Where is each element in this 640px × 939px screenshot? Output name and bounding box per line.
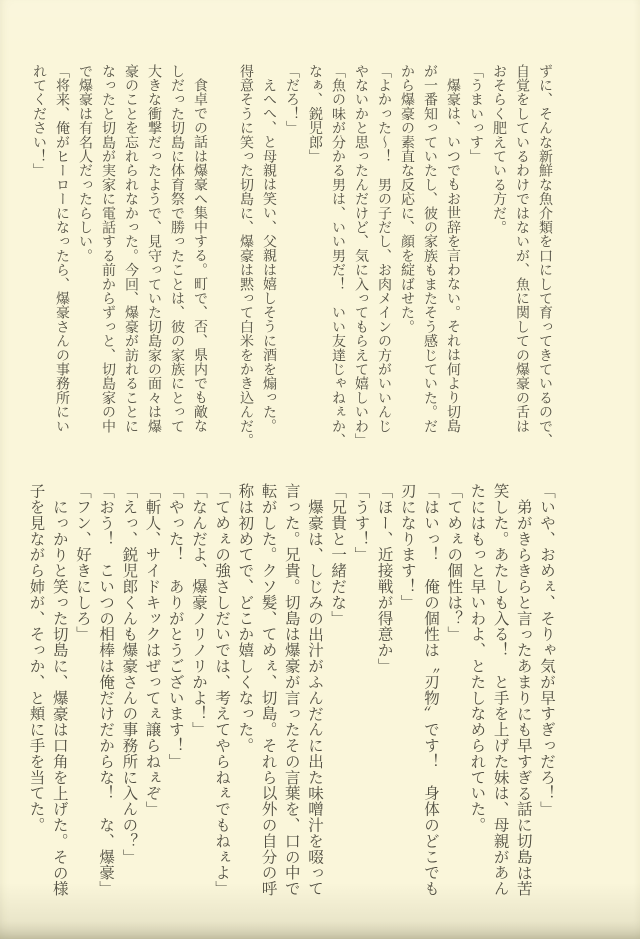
vertical-text-line: 称は初めてで、どこか嬉しくなった。 <box>236 483 255 754</box>
vertical-text-line: 「だろ！」 <box>284 64 300 135</box>
vertical-text-line: 子を見ながら姉が、そっか、と頬に手を当てた。 <box>27 483 46 833</box>
text-block-bottom <box>24 483 558 901</box>
vertical-text-line: 「おう！ こいつの相棒は俺だけだからな！ な、爆豪」 <box>97 483 116 897</box>
vertical-text-line: 爆豪は、しじみの出汁がふんだんに出た味噌汁を啜って <box>305 498 324 896</box>
vertical-text-line: やないかと思ったんだけど、気に入ってもらえて嬉しいわ」 <box>353 64 369 448</box>
vertical-text-line: 大きな衝撃だったようで、見守っていた切島家の面々は爆 <box>146 64 162 434</box>
vertical-text-line: 爆豪は、いつでもお世辞を言わない。それは何より切島 <box>445 78 461 433</box>
vertical-text-line: しだった切島に体育祭で勝ったことは、彼の家族にとって <box>169 64 185 434</box>
vertical-text-line: 「よかった～！ 男の子だし、お肉メインの方がいいんじ <box>376 64 392 434</box>
vertical-text-line: 「ほー、近接戦が得意か」 <box>375 483 394 674</box>
text-block-top <box>27 64 556 448</box>
vertical-text-line: 得意そうに笑った切島に、爆豪は黙って白米をかき込んだ。 <box>238 64 254 448</box>
vertical-text-line: が一番知っていたし、彼の家族もまたそう感じていた。だ <box>422 64 438 434</box>
vertical-text-line: にっかりと笑った切島に、爆豪は口角を上げた。その様 <box>50 498 69 896</box>
vertical-text-line: 「斬人、サイドキックはぜってぇ譲らねぇぞ」 <box>143 483 162 817</box>
vertical-text-line: 刃になります！」 <box>398 483 417 611</box>
vertical-text-line: えへへ、と母親は笑い、父親は嬉しそうに酒を煽った。 <box>261 78 277 433</box>
vertical-text-line: なぁ、鋭児郎」 <box>307 64 323 164</box>
vertical-text-line: 「うす！」 <box>352 483 371 563</box>
vertical-text-line: 豪のことを忘れられなかった。今回、爆豪が訪れることに <box>123 64 139 434</box>
vertical-text-line: れてください！」 <box>31 64 47 178</box>
vertical-text-line <box>211 64 234 448</box>
vertical-text-line: なったと切島が実家に電話する前からずっと、切島家の中 <box>100 64 116 434</box>
vertical-text-line: 「やった！ ありがとうございます！」 <box>166 483 185 770</box>
vertical-text-line: 「兄貴と一緒だな」 <box>329 483 348 627</box>
vertical-text-line: 笑した。あたしも入る！ と手を上げた妹は、母親があん <box>491 483 510 897</box>
vertical-text-line: おそらく肥えている方だ。 <box>491 64 507 235</box>
vertical-text-line: 「将来、俺がヒーローになったら、爆豪さんの事務所にい <box>54 64 70 434</box>
vertical-text-line: 「はいっ！ 俺の個性は〝刃物〟です！ 身体のどこでも <box>421 483 440 897</box>
vertical-text-line: 自覚をしているわけではないが、魚に関しての爆豪の舌は <box>514 64 530 434</box>
vertical-text-line: 「てめぇの強さしだいでは、考えてやらねぇでもねぇよ」 <box>213 483 232 897</box>
vertical-text-line: 「いや、おめぇ、そりゃ気が早すぎっだろ！」 <box>538 483 556 817</box>
vertical-text-line: ずに、そんな新鮮な魚介類を口にして育ってきているので、 <box>537 64 553 448</box>
vertical-text-line: 食卓での話は爆豪へ集中する。町で、否、県内でも敵な <box>192 78 208 433</box>
vertical-text-line: から爆豪の素直な反応に、顔を綻ばせた。 <box>399 64 415 334</box>
vertical-text-line: 「えっ、鋭児郎くんも爆豪さんの事務所に入んの？」 <box>120 483 139 865</box>
vertical-text-line: 「なんだよ、爆豪ノリノリかよ！」 <box>189 483 208 738</box>
vertical-text-line: 「てめぇの個性は？」 <box>445 483 464 642</box>
vertical-text-line: で爆豪は有名人だったらしい。 <box>77 64 93 263</box>
vertical-text-line: 弟がきらきらと言ったあまりにも早すぎる話に切島は苦 <box>514 498 533 896</box>
vertical-text-line: 「魚の味が分かる男は、いい男だ！ いい友達じゃねぇか、 <box>330 64 346 448</box>
vertical-text-line: 「フン、好きにしろ」 <box>73 483 92 642</box>
vertical-text-line: たにはもっと早いわよ、とたしなめられていた。 <box>468 483 487 833</box>
vertical-text-line: 「うまいっす」 <box>468 64 484 164</box>
vertical-text-line: 言った。兄貴。切島は爆豪が言ったその言葉を、口の中で <box>282 483 301 897</box>
vertical-text-line: 転がした。クソ髪、てめぇ、切島。それら以外の自分の呼 <box>259 483 278 897</box>
